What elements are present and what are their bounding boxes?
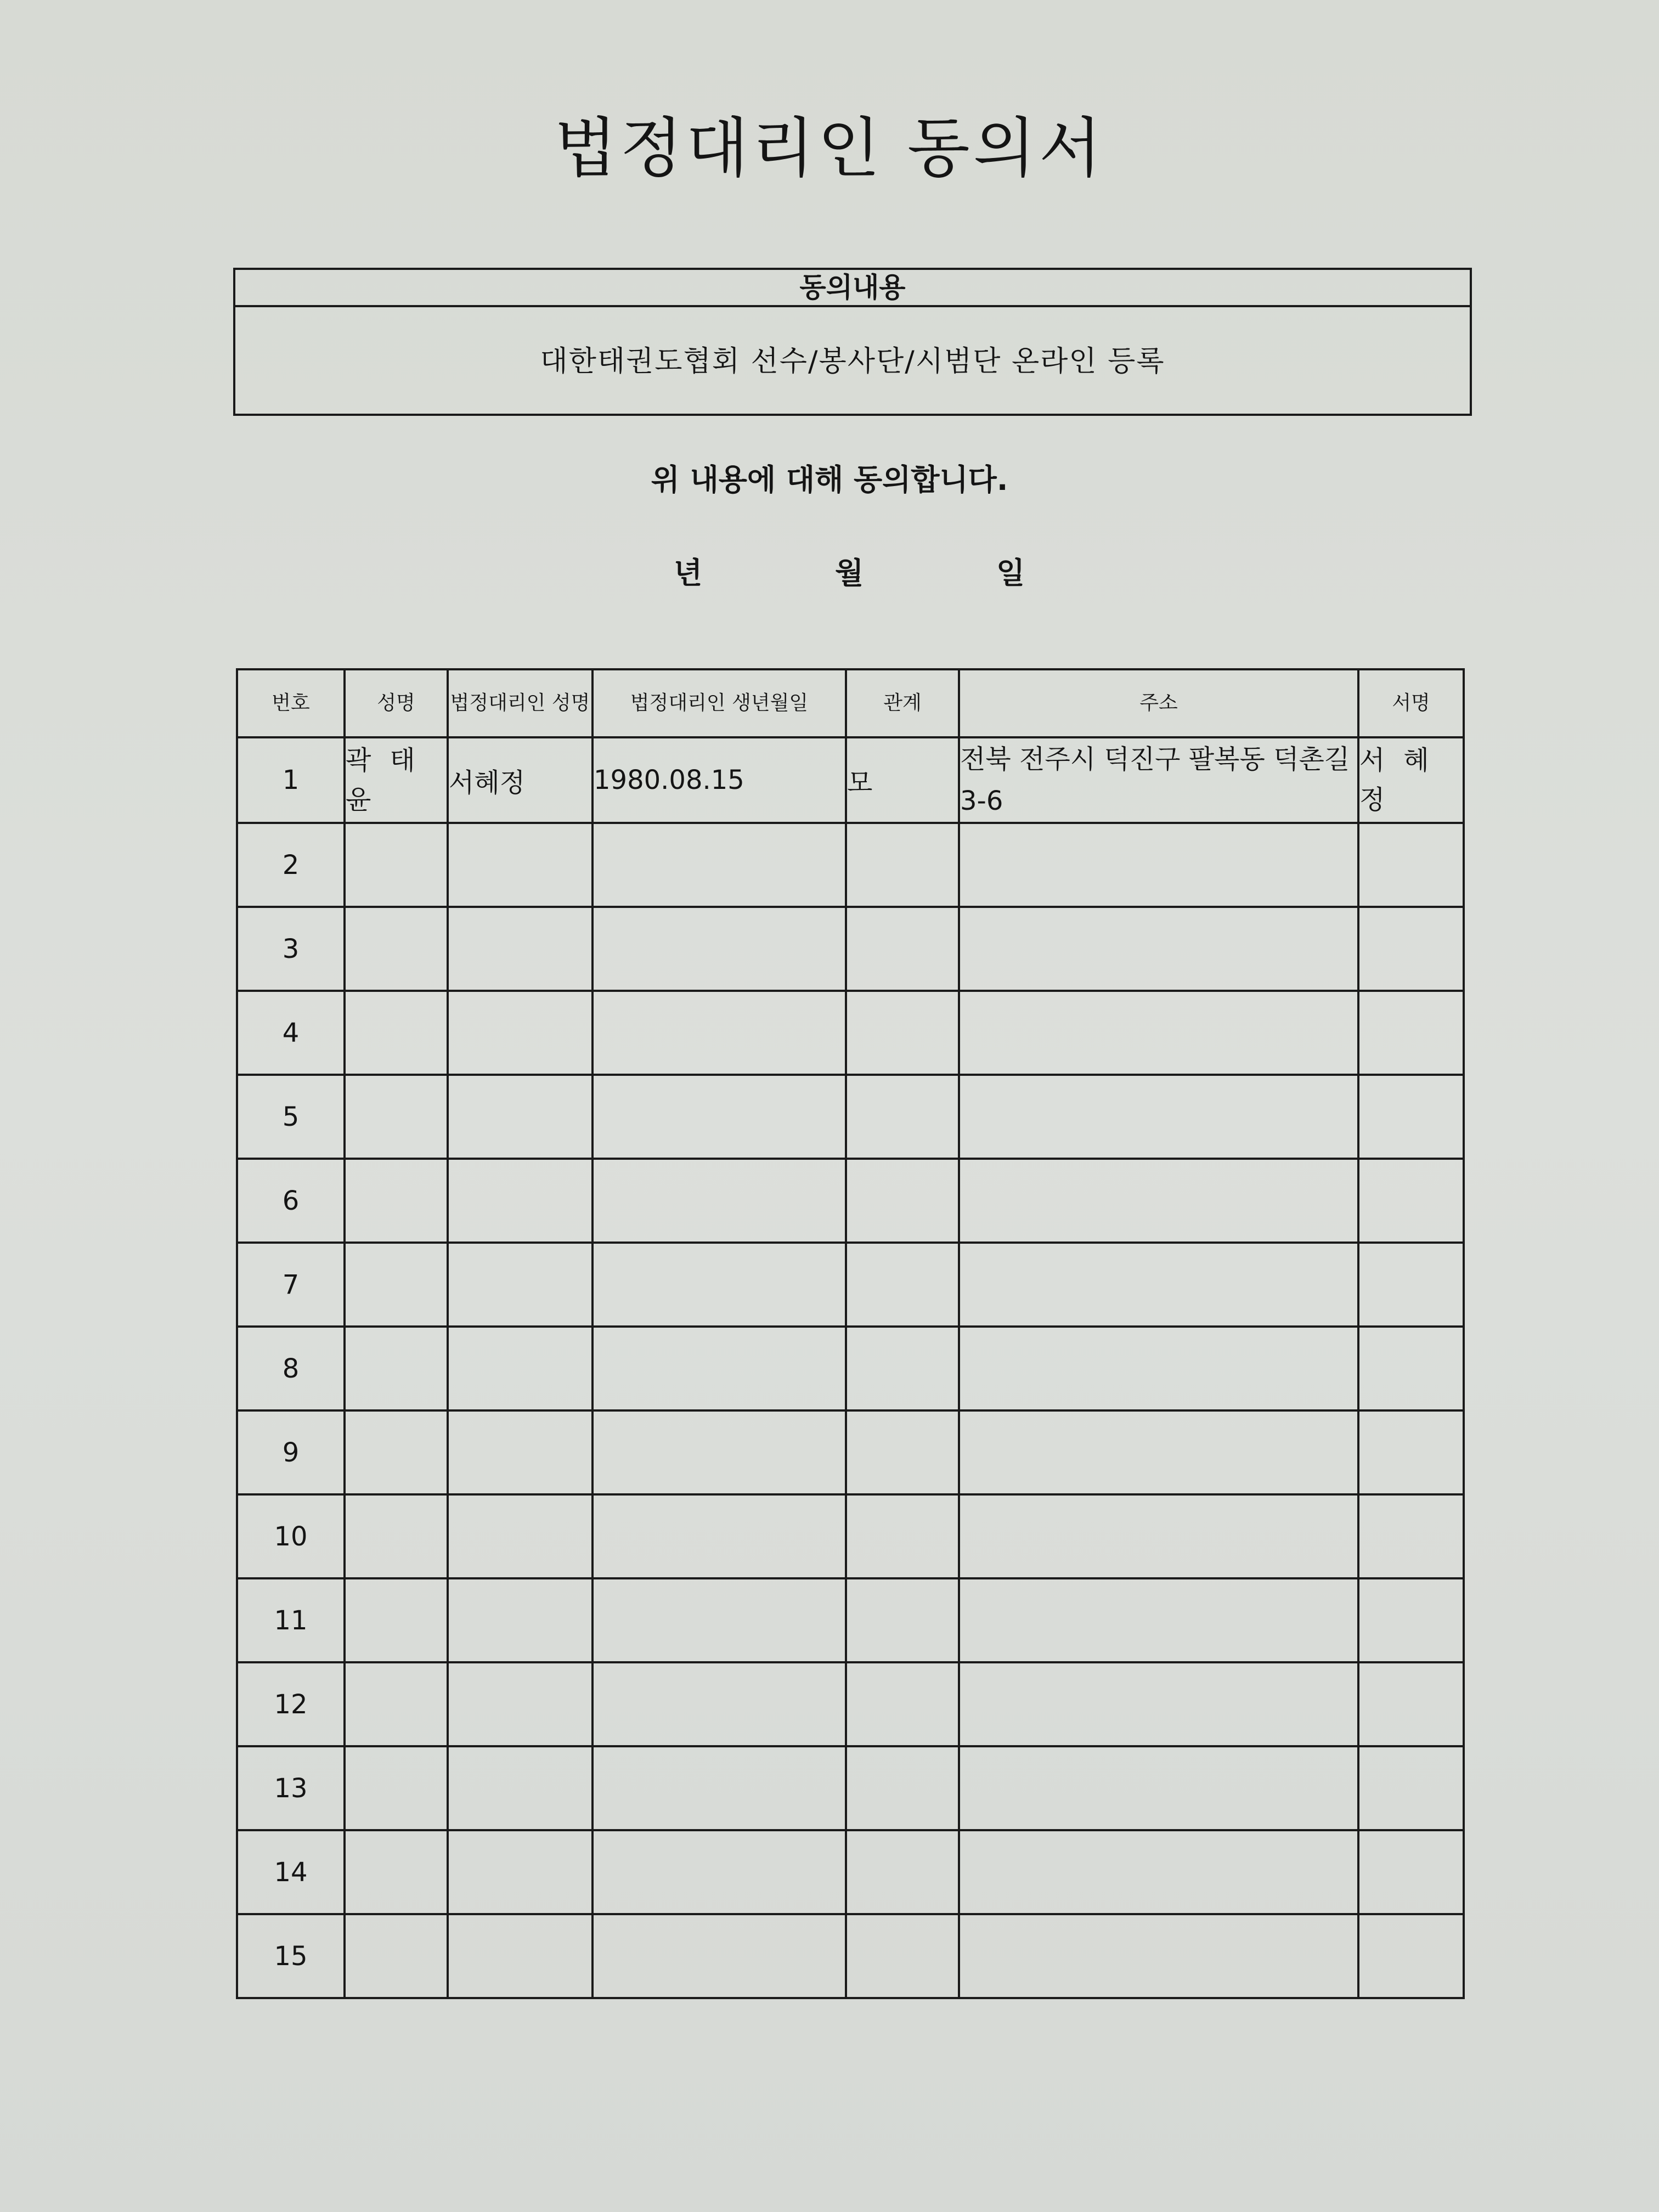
guardian-birth-cell [592,907,846,991]
address-cell [959,1578,1358,1662]
guardian-birth-cell [592,1830,846,1914]
header-name: 성명 [345,669,448,737]
signature-cell [1358,1159,1464,1243]
table-row [237,1327,1464,1410]
athlete-name-cell [345,1662,448,1746]
header-guardian-name: 법정대리인 성명 [448,669,592,737]
table-row [237,1410,1464,1494]
signature-cell: 서혜정 [1358,737,1464,823]
relation-cell [846,823,959,907]
athlete-name-cell [345,1410,448,1494]
table-row [237,1159,1464,1243]
signature-cell [1358,907,1464,991]
address-cell [959,1075,1358,1159]
header-address: 주소 [959,669,1358,737]
row-number: 5 [237,1075,345,1159]
athlete-name-cell: 곽태윤 [345,737,448,823]
guardian-name-cell [448,1578,592,1662]
address-cell: 전북 전주시 덕진구 팔복동 덕촌길 3-6 [959,737,1358,823]
header-number: 번호 [237,669,345,737]
signature-cell [1358,991,1464,1075]
table-row [237,1075,1464,1159]
guardian-birth-cell [592,823,846,907]
relation-cell [846,1578,959,1662]
signature-cell [1358,1830,1464,1914]
relation-cell [846,1830,959,1914]
guardian-birth-cell [592,1578,846,1662]
athlete-name-cell [345,991,448,1075]
table-row [237,1578,1464,1662]
row-number: 15 [237,1914,345,1998]
athlete-name-cell [345,907,448,991]
relation-cell [846,1410,959,1494]
guardian-name-cell [448,1243,592,1327]
consent-header: 동의내용 [235,270,1470,307]
signature-cell [1358,1746,1464,1830]
address-cell [959,1243,1358,1327]
address-cell [959,991,1358,1075]
athlete-name-cell [345,1327,448,1410]
guardian-name-cell [448,1327,592,1410]
address-cell [959,1662,1358,1746]
agreement-statement: 위 내용에 대해 동의합니다. [651,462,1008,497]
row-number: 11 [237,1578,345,1662]
header-relation: 관계 [846,669,959,737]
row-number: 12 [237,1662,345,1746]
guardian-birth-cell [592,1159,846,1243]
row-number: 7 [237,1243,345,1327]
date-month-label: 월 [835,556,864,590]
guardian-birth-cell [592,1243,846,1327]
table-header-row [237,669,1464,737]
table-row [237,1494,1464,1578]
athlete-name-cell [345,1494,448,1578]
date-day-label: 일 [996,556,1025,590]
guardian-name-cell [448,907,592,991]
address-cell [959,823,1358,907]
signature-cell [1358,1243,1464,1327]
signature-cell [1358,1662,1464,1746]
guardian-name-cell [448,1662,592,1746]
table-row [237,1746,1464,1830]
address-cell [959,1746,1358,1830]
table-row [237,823,1464,907]
relation-cell [846,991,959,1075]
address-cell [959,1327,1358,1410]
relation-cell [846,907,959,991]
relation-cell [846,1746,959,1830]
address-cell [959,1410,1358,1494]
table-row [237,907,1464,991]
signature-cell [1358,1578,1464,1662]
row-number: 14 [237,1830,345,1914]
relation-cell [846,1494,959,1578]
athlete-name-cell [345,1075,448,1159]
row-number: 2 [237,823,345,907]
address-cell [959,907,1358,991]
row-number: 10 [237,1494,345,1578]
date-year-label: 년 [674,556,703,590]
athlete-name-cell [345,1746,448,1830]
guardian-birth-cell [592,1746,846,1830]
athlete-name-cell [345,1243,448,1327]
header-signature: 서명 [1358,669,1464,737]
signature-cell [1358,1075,1464,1159]
guardian-name-cell [448,1075,592,1159]
address-cell [959,1830,1358,1914]
athlete-name-cell [345,1830,448,1914]
signature-cell [1358,1494,1464,1578]
address-cell [959,1494,1358,1578]
guardian-name-cell: 서혜정 [448,737,592,823]
athlete-name-cell [345,823,448,907]
document-title: 법정대리인 동의서 [554,110,1105,186]
relation-cell [846,1159,959,1243]
relation-cell [846,1327,959,1410]
row-number: 9 [237,1410,345,1494]
row-number: 4 [237,991,345,1075]
guardian-name-cell [448,1159,592,1243]
row-number: 8 [237,1327,345,1410]
signature-cell [1358,823,1464,907]
guardian-birth-cell [592,1914,846,1998]
athlete-name-cell [345,1159,448,1243]
guardian-birth-cell [592,1494,846,1578]
row-number: 13 [237,1746,345,1830]
guardian-roster-table [236,668,1465,1999]
guardian-name-cell [448,823,592,907]
header-guardian-birth: 법정대리인 생년월일 [592,669,846,737]
table-body [237,737,1464,1998]
guardian-birth-cell [592,1410,846,1494]
consent-box [233,268,1472,416]
relation-cell [846,1243,959,1327]
athlete-name-cell [345,1914,448,1998]
table-row [237,1830,1464,1914]
guardian-birth-cell [592,991,846,1075]
guardian-name-cell [448,1410,592,1494]
athlete-name-cell [345,1578,448,1662]
signature-cell [1358,1410,1464,1494]
row-number: 1 [237,737,345,823]
relation-cell [846,1662,959,1746]
guardian-name-cell [448,991,592,1075]
guardian-birth-cell [592,1662,846,1746]
signature-cell [1358,1914,1464,1998]
address-cell [959,1914,1358,1998]
table-row [237,1914,1464,1998]
guardian-birth-cell [592,1327,846,1410]
relation-cell [846,1075,959,1159]
guardian-birth-cell [592,1075,846,1159]
guardian-name-cell [448,1746,592,1830]
table-row [237,1243,1464,1327]
table-row [237,737,1464,823]
signature-cell [1358,1327,1464,1410]
guardian-name-cell [448,1830,592,1914]
table-row [237,1662,1464,1746]
row-number: 3 [237,907,345,991]
address-cell [959,1159,1358,1243]
relation-cell [846,1914,959,1998]
guardian-name-cell [448,1494,592,1578]
guardian-birth-cell: 1980.08.15 [592,737,846,823]
table-row [237,991,1464,1075]
consent-content: 대한태권도협회 선수/봉사단/시범단 온라인 등록 [540,345,1165,378]
guardian-name-cell [448,1914,592,1998]
relation-cell: 모 [846,737,959,823]
row-number: 6 [237,1159,345,1243]
